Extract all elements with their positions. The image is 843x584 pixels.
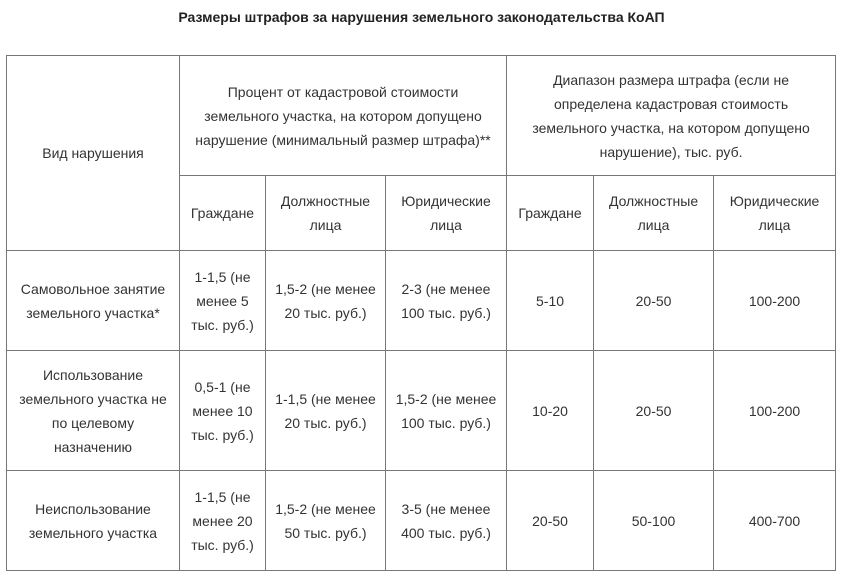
subheader-citizens: Граждане (180, 176, 266, 251)
subheader-citizens: Граждане (507, 176, 594, 251)
range-citizens-cell: 10-20 (507, 351, 594, 471)
page-title: Размеры штрафов за нарушения земельного законодательства КоАП (178, 9, 665, 25)
range-officials-cell: 50-100 (594, 471, 714, 571)
pct-citizens-cell: 1-1,5 (не менее 20 тыс. руб.) (180, 471, 266, 571)
table-header-row (7, 56, 836, 176)
table-row (7, 351, 836, 471)
pct-officials-cell: 1-1,5 (не менее 20 тыс. руб.) (266, 351, 386, 471)
range-citizens-cell: 20-50 (507, 471, 594, 571)
subheader-officials: Должностные лица (266, 176, 386, 251)
pct-legal-cell: 1,5-2 (не менее 100 тыс. руб.) (386, 351, 507, 471)
subheader-officials: Должностные лица (594, 176, 714, 251)
pct-legal-cell: 2-3 (не менее 100 тыс. руб.) (386, 251, 507, 351)
range-officials-cell: 20-50 (594, 251, 714, 351)
fines-table (6, 55, 836, 571)
subheader-legal-entities: Юридические лица (714, 176, 836, 251)
header-violation-type: Вид нарушения (7, 56, 180, 251)
range-legal-cell: 400-700 (714, 471, 836, 571)
subheader-legal-entities: Юридические лица (386, 176, 507, 251)
pct-officials-cell: 1,5-2 (не менее 50 тыс. руб.) (266, 471, 386, 571)
header-fine-range: Диапазон размера штрафа (если не определена кадастровая стоимость земельного участка, на котором допущено нарушение), тыс. руб. (507, 56, 836, 176)
violation-type-cell: Самовольное занятие земельного участка* (7, 251, 180, 351)
range-citizens-cell: 5-10 (507, 251, 594, 351)
table-row (7, 471, 836, 571)
range-legal-cell: 100-200 (714, 251, 836, 351)
pct-citizens-cell: 1-1,5 (не менее 5 тыс. руб.) (180, 251, 266, 351)
range-officials-cell: 20-50 (594, 351, 714, 471)
pct-officials-cell: 1,5-2 (не менее 20 тыс. руб.) (266, 251, 386, 351)
violation-type-cell: Неиспользование земельного участка (7, 471, 180, 571)
table-row (7, 251, 836, 351)
range-legal-cell: 100-200 (714, 351, 836, 471)
violation-type-cell: Использование земельного участка не по целевому назначению (7, 351, 180, 471)
pct-citizens-cell: 0,5-1 (не менее 10 тыс. руб.) (180, 351, 266, 471)
pct-legal-cell: 3-5 (не менее 400 тыс. руб.) (386, 471, 507, 571)
header-cadastral-percent: Процент от кадастровой стоимости земельного участка, на котором допущено нарушение (минимальный размер штрафа)** (180, 56, 507, 176)
